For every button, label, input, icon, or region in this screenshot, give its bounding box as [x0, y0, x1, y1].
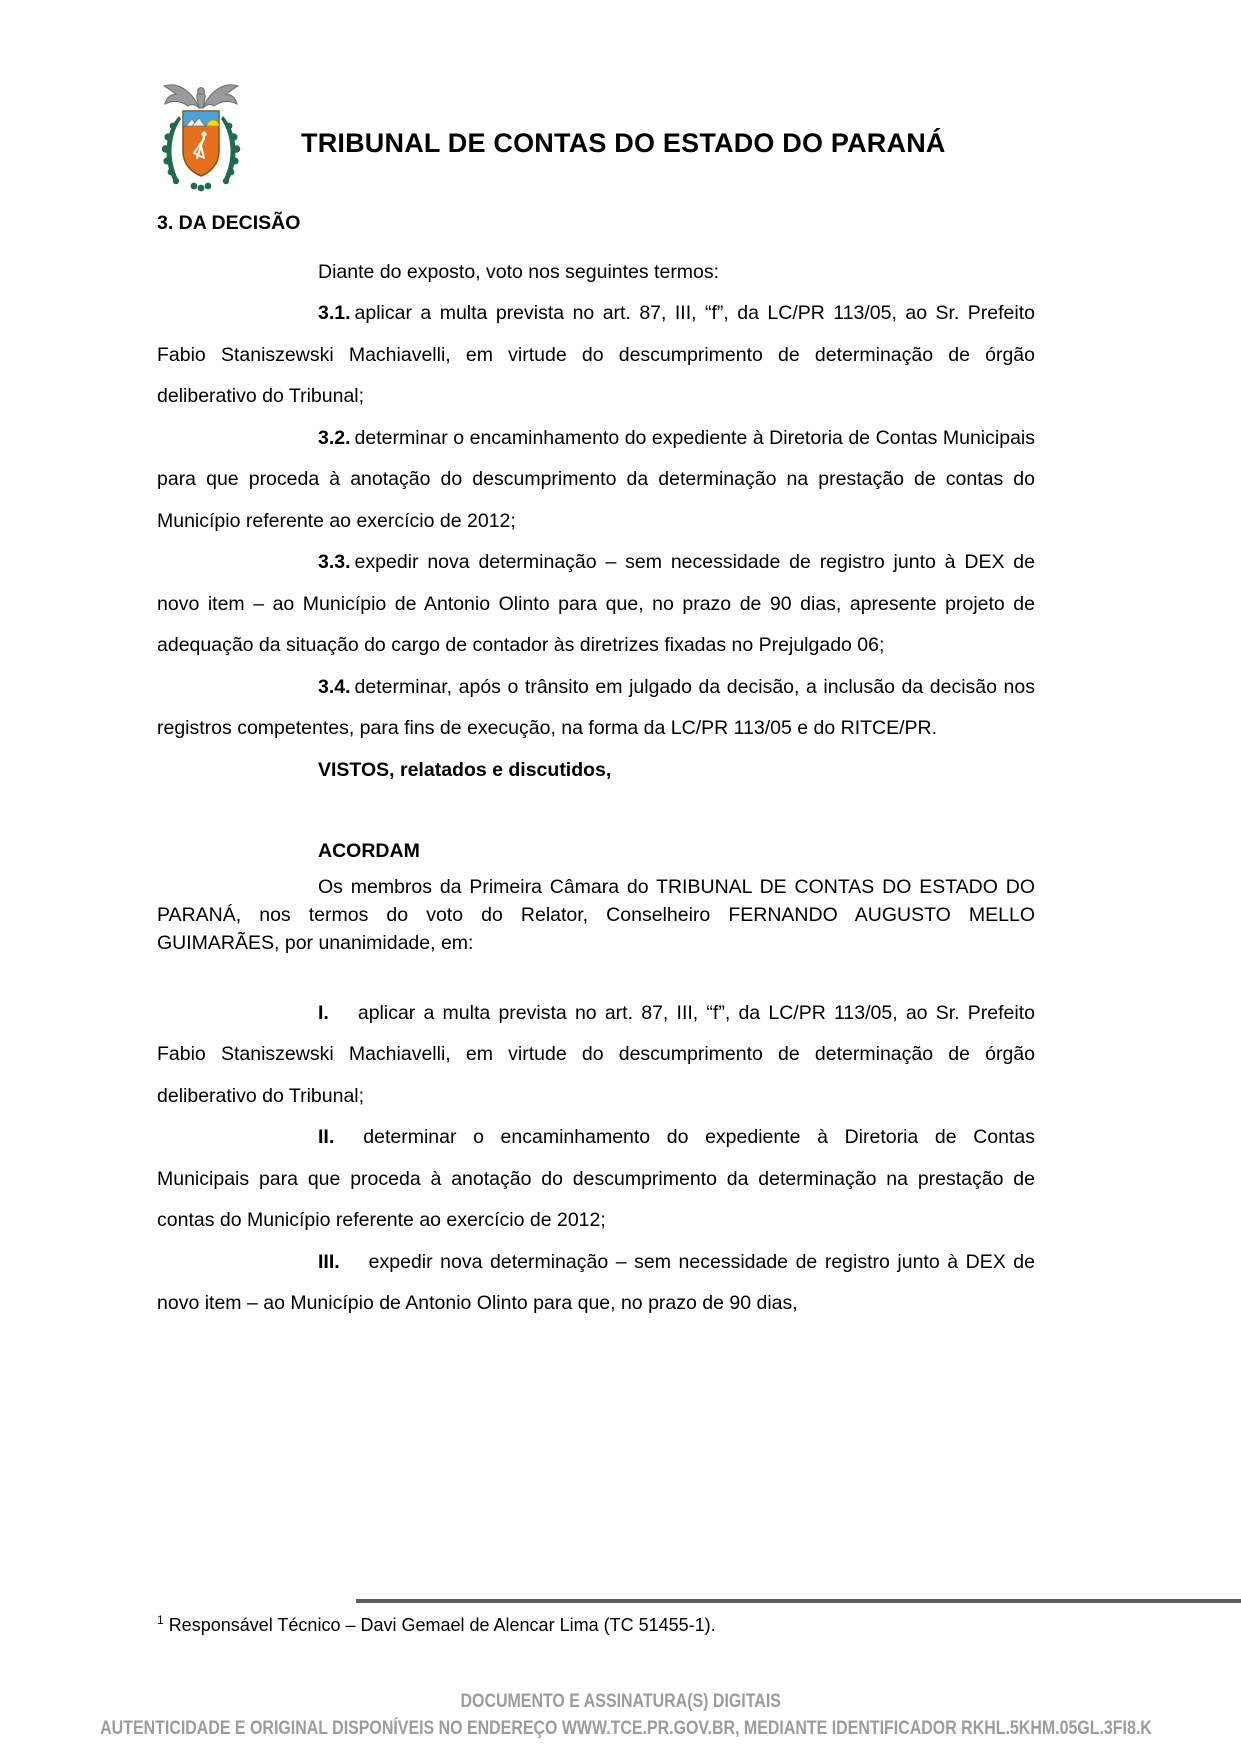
ruling-paragraph-i — [157, 993, 1035, 1118]
decision-text: expedir nova determinação – sem necessidade de registro junto à DEX de novo item – ao Município de Antonio Olinto para que, no prazo de 90 dias, apresente projeto de adequação da situação do cargo de contador às diretrizes fixadas no Prejulgado 06; — [157, 551, 1035, 656]
members-paragraph: Os membros da Primeira Câmara do TRIBUNAL DE CONTAS DO ESTADO DO PARANÁ, nos termos do voto do Relator, Conselheiro FERNANDO AUGUSTO MELLO GUIMARÃES, por unanimidade, em: — [157, 875, 1035, 954]
decision-paragraph-3-3 — [157, 542, 1035, 667]
ruling-paragraph-iii — [157, 1242, 1035, 1325]
decision-text: determinar o encaminhamento do expediente à Diretoria de Contas Municipais para que proceda à anotação do descumprimento da determinação na prestação de contas do Município referente ao exercício de 2012; — [157, 426, 1035, 532]
decision-number: 3.1. — [318, 302, 351, 324]
ruling-text: aplicar a multa prevista no art. 87, III, “f”, da LC/PR 113/05, ao Sr. Prefeito Fabio Staniszewski Machiavelli, em virtude do descumprimento de determinação de órgão deliberativo do Tribunal; — [157, 1001, 1035, 1107]
decision-paragraph-3-1 — [157, 293, 1035, 418]
ruling-text: determinar o encaminhamento do expediente à Diretoria de Contas Municipais para que proceda à anotação do descumprimento da determinação na prestação de contas do Município referente ao exercício de 2012; — [157, 1126, 1035, 1231]
ruling-number: I. — [318, 1001, 329, 1024]
decision-number: 3.3. — [318, 551, 351, 573]
ruling-number: III. — [318, 1250, 340, 1273]
decision-text: determinar, após o trânsito em julgado da decisão, a inclusão da decisão nos registros competentes, para fins de execução, na forma da LC/PR 113/05 e do RITCE/PR. — [157, 675, 1035, 739]
intro-paragraph: Diante do exposto, voto nos seguintes termos: — [318, 260, 720, 283]
vistos-line: VISTOS, relatados e discutidos, — [318, 758, 612, 781]
section-heading: 3. DA DECISÃO — [157, 212, 301, 234]
footnote-separator — [356, 1599, 1241, 1603]
decision-number: 3.2. — [318, 426, 351, 449]
footnote — [157, 1606, 1035, 1639]
decision-paragraph-3-4 — [157, 667, 1035, 750]
page-header — [0, 0, 1241, 205]
ruling-text: expedir nova determinação – sem necessidade de registro junto à DEX de novo item – ao Município de Antonio Olinto para que, no prazo de 90 dias, — [157, 1250, 1035, 1314]
footnote-text: Responsável Técnico – Davi Gemael de Alencar Lima (TC 51455-1). — [168, 1615, 716, 1635]
footer-line-2: AUTENTICIDADE E ORIGINAL DISPONÍVEIS NO ENDEREÇO WWW.TCE.PR.GOV.BR, MEDIANTE IDENTIFICADOR RKHL.5KHM.05GL.3FI8.K — [100, 1718, 1152, 1739]
document-body — [157, 203, 1035, 1325]
footnote-marker: 1 — [157, 1613, 164, 1627]
ruling-number: II. — [318, 1126, 335, 1148]
decision-number: 3.4. — [318, 675, 351, 698]
decision-paragraph-3-2 — [157, 418, 1035, 543]
institution-title: TRIBUNAL DE CONTAS DO ESTADO DO PARANÁ — [301, 128, 946, 158]
footer-line-1: DOCUMENTO E ASSINATURA(S) DIGITAIS — [460, 1691, 781, 1712]
decision-text: aplicar a multa prevista no art. 87, III, “f”, da LC/PR 113/05, ao Sr. Prefeito Fabio Staniszewski Machiavelli, em virtude do descumprimento de determinação de órgão deliberativo do Tribunal; — [157, 302, 1035, 407]
parana-coat-of-arms-icon — [156, 78, 246, 192]
page-footer — [0, 1688, 1241, 1742]
acordam-heading: ACORDAM — [318, 840, 420, 862]
ruling-paragraph-ii — [157, 1117, 1035, 1242]
